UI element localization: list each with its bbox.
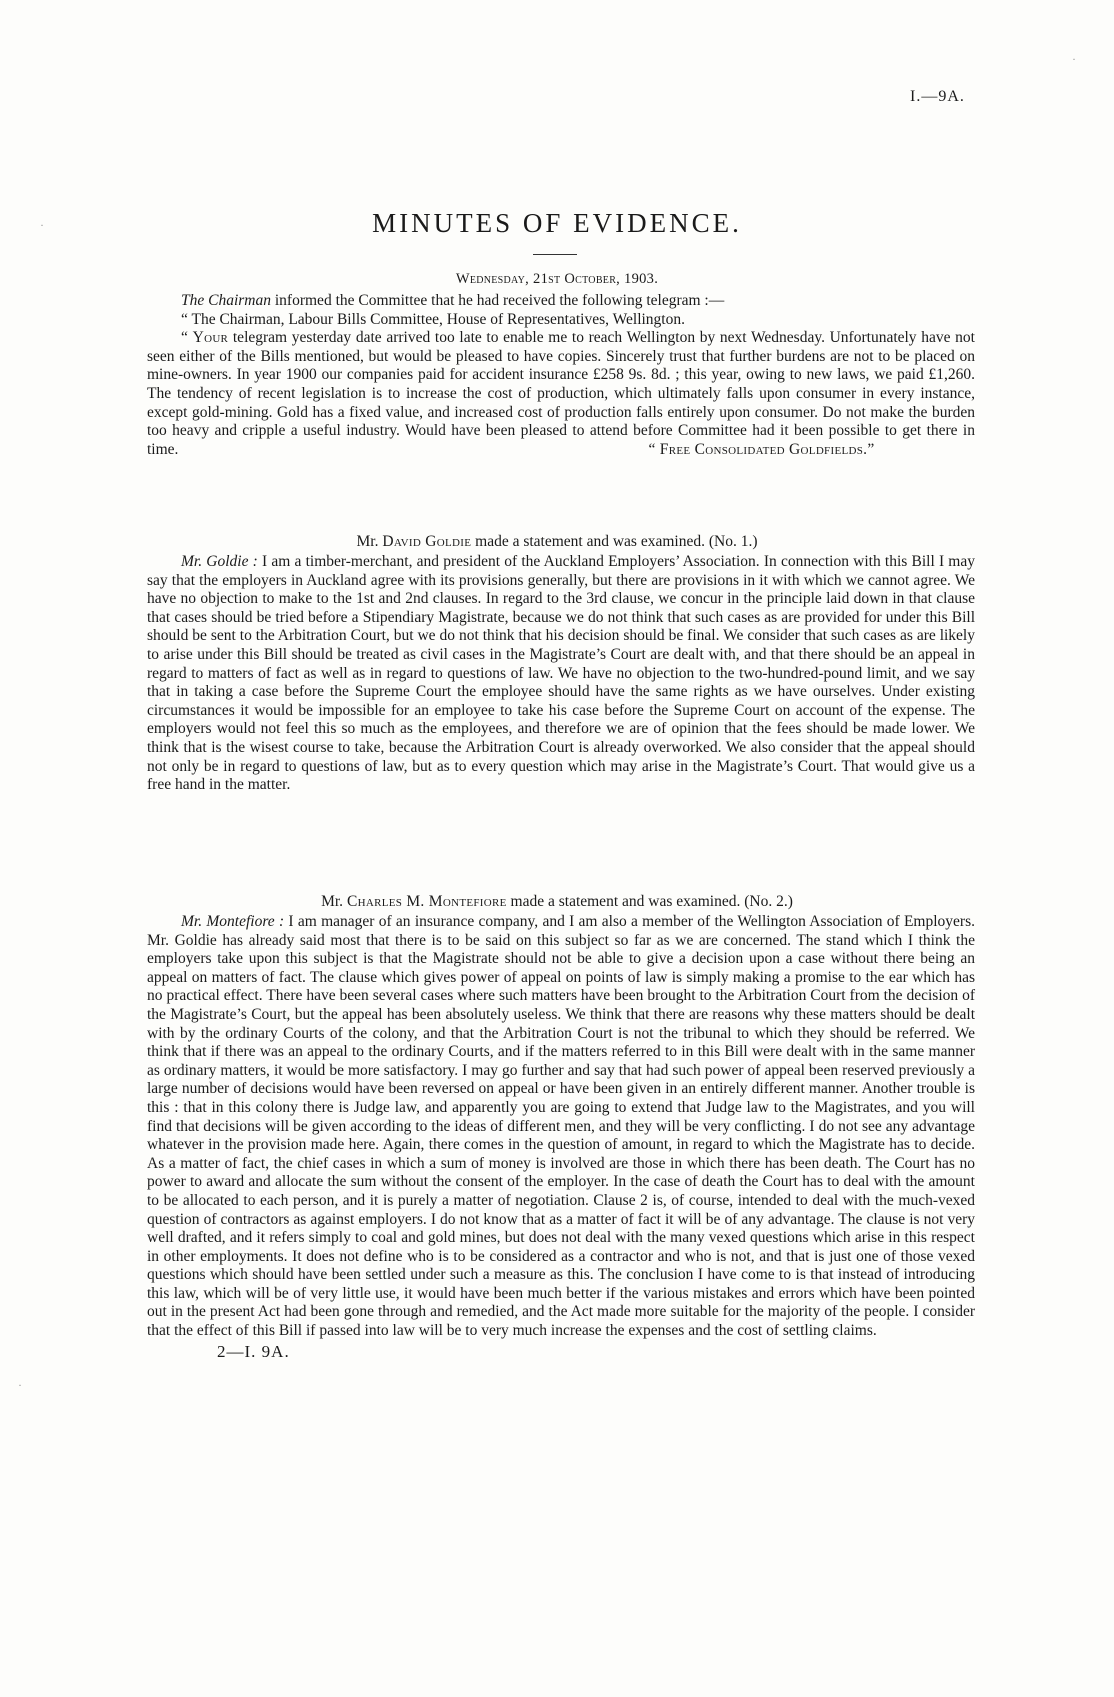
page-reference: I.—9A. (910, 88, 965, 105)
telegram-address: “ The Chairman, Labour Bills Committee, House of Representatives, Wellington. (181, 310, 685, 328)
witness-1-heading: Mr. David Goldie made a statement and was examined. (No. 1.) (356, 533, 758, 550)
witness-2-heading: Mr. Charles M. Montefiore made a statement and was examined. (No. 2.) (321, 893, 793, 910)
sitting-date: Wednesday, 21st October, 1903. (455, 271, 659, 287)
telegram-intro: The Chairman informed the Committee that he had received the following telegram :— (181, 292, 725, 309)
printer-signature: 2—I. 9A. (217, 1341, 290, 1361)
telegram-signoff: “ Free Consolidated Goldfields.” (648, 440, 875, 458)
chairman-label: The Chairman (181, 292, 271, 309)
witness-1-speaker: Mr. Goldie : (181, 553, 258, 570)
witness-1-statement: Mr. Goldie : I am a timber-merchant, and president of the Auckland Employers’ Association. In connection with this Bill I may say that the employers in Auckland agree with its provisions generally, but there are provisions in it with which we cannot agree. We have no objection to make to the 1st and 2nd clauses. In regard to the 3rd clause, we concur in the principle laid down in that clause that cases should be tried before a Stipendiary Magistrate, because we do not think that such cases as are provided for under this Bill should be sent to the Arbitration Court, but we do not think that his decision should be final. We consider that such cases as are likely to arise under this Bill should be treated as civil cases in the Magistrate’s Court are dealt with, and that there should be an appeal in regard to matters of fact as well as in regard to questions of law. We have no objection to the two-hundred-pound limit, and we say that in taking a case before the Supreme Court the employee should have the same rights as we have ourselves. Under existing circumstances it would be impossible for an employee to take his case before the Supreme Court on account of the expense. The employers would not feel this so much as the employees, and therefore we are of opinion that the fees should be made lower. We think that is the wisest course to take, because the Arbitration Court is already overworked. We also consider that the appeal should not only be in regard to questions of law, but as to every question which may arise in the Magistrate’s Court. That would give us a free hand in the matter. (147, 553, 975, 794)
page-title: MINUTES OF EVIDENCE. (372, 208, 742, 238)
telegram-section (147, 292, 975, 459)
ink-mark: · (18, 1378, 22, 1392)
witness-2-statement: Mr. Montefiore : I am manager of an insurance company, and I am also a member of the Wellington Association of Employers. Mr. Goldie has already said most that there is to be said on this subject so far as we are concerned. The stand which I think the employers take upon this subject is that the Magistrate should not be able to give a decision upon a case without there being an appeal on matters of fact. The clause which gives power of appeal on points of law is simply making a promise to the ear which has no practical effect. There have been several cases where such matters have been brought to the Arbitration Court from the decision of the Magistrate’s Court, but the appeal has been absolutely useless. We think that there are reasons why these matters should be dealt with by the ordinary Courts of the colony, and that the Arbitration Court is not the tribunal to which they should be referred. We think that if there was an appeal to the ordinary Courts, and if the matters referred to in this Bill were dealt with in the same manner as ordinary matters, it would be more satisfactory. I may go further and say that had such power of appeal been reserved previously a large number of decisions would have been reversed on appeal or have been given in an entirely different manner. Another trouble is this : that in this colony there is Judge law, and apparently you are going to extend that Judge law to the Magistrates, and you will find that decisions will be given according to the ideas of different men, and they will be very conflicting. I do not see any advantage whatever in the provision made here. Again, there comes in the question of amount, in regard to which the Magistrate has to decide. As a matter of fact, the chief cases in which a sum of money is involved are those in which there has been death. The Court has no power to award and allocate the sum without the consent of the employer. In the case of death the Court has to deal with the amount to be allocated to each person, and it is purely a matter of negotiation. Clause 2 is, of course, intended to deal with the much-vexed question of contractors as against employers. I do not know that as a matter of fact it will be of any advantage. The clause is not very well drafted, and it refers simply to coal and gold mines, but does not deal with the many vexed questions which arise in this respect in other employments. It does not define who is to be considered as a contractor and who is not, and that is just one of those vexed questions which should have been settled under such a measure as this. The conclusion I have come to is that instead of introducing this law, which will be of very little use, it would have been much better if the various mistakes and errors which have been pointed out in the present Act had been gone through and remedied, and the Act made more suitable for the majority of the people. I consider that the effect of this Bill if passed into law will be to very much increase the expenses and the cost of settling claims. 2—I. 9A. (147, 913, 975, 1361)
title-divider (533, 254, 577, 255)
witness-2-speaker: Mr. Montefiore : (181, 913, 285, 930)
ink-mark: · (40, 218, 44, 232)
ink-mark: · (1072, 52, 1076, 66)
telegram-body: “ Your telegram yesterday date arrived too late to enable me to reach Wellington by next Wednesday. Unfortunately have not seen either of the Bills mentioned, but would be pleased to have copies. Sincerely trust that further burdens are not to be placed on mine-owners. In year 1900 our companies paid for accident insurance £258 9s. 8d. ; this year, owing to new laws, we paid £1,260. The tendency of recent legislation is to increase the cost of production, which ultimately falls upon consumer in every instance, except gold-mining. Gold has a fixed value, and increased cost of production falls entirely upon consumer. Do not make the burden too heavy and cripple a useful industry. Would have been pleased to attend before Committee had it been possible to get there in time. “ Free Consolidated Goldfields.” (147, 329, 975, 458)
